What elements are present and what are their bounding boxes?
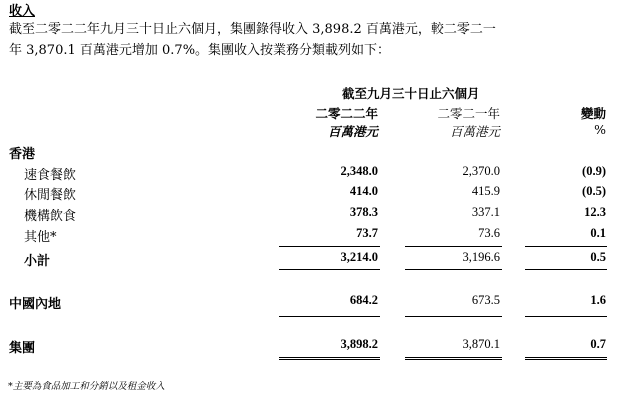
subtotal-top-rule-change — [525, 246, 607, 247]
group-bottom-rule-2021 — [405, 357, 502, 358]
value-2022-group: 3,898.2 — [340, 337, 378, 351]
group-top-rule-change — [525, 316, 607, 317]
value-2021-institutional: 337.1 — [471, 205, 500, 219]
change-others: 0.1 — [590, 226, 606, 240]
column-unit-change: % — [594, 122, 606, 137]
value-2021-subtotal: 3,196.6 — [462, 250, 500, 264]
row-label-quick-service: 速食餐飲 — [24, 168, 77, 183]
value-2021-casual-dining: 415.9 — [471, 184, 500, 198]
value-2022-others: 73.7 — [356, 226, 378, 240]
value-2022-mainland: 684.2 — [349, 293, 378, 307]
column-unit-2022: 百萬港元 — [327, 124, 378, 139]
period-header: 截至九月三十日止六個月 — [342, 86, 480, 101]
change-casual-dining: (0.5) — [582, 184, 606, 198]
row-label-casual-dining: 休閒餐飲 — [24, 188, 77, 203]
subtotal-bottom-rule-2022 — [279, 269, 380, 270]
column-unit-2021: 百萬港元 — [449, 124, 500, 139]
subtotal-top-rule-2022 — [279, 246, 380, 247]
change-institutional: 12.3 — [584, 205, 606, 219]
group-top-rule-2021 — [405, 316, 502, 317]
section-heading: 收入 — [9, 4, 36, 19]
value-2021-mainland: 673.5 — [471, 293, 500, 307]
column-header-2021: 二零二一年 — [437, 106, 500, 121]
row-label-subtotal: 小計 — [24, 254, 51, 269]
column-header-change: 變動 — [580, 106, 606, 121]
summary-paragraph-line-1: 截至二零二二年九月三十日止六個月，集團錄得收入 3,898.2 百萬港元，較二零二一 — [9, 22, 496, 37]
subtotal-bottom-rule-change — [525, 269, 607, 270]
value-2022-quick-service: 2,348.0 — [340, 164, 378, 178]
row-label-mainland: 中國內地 — [9, 297, 62, 312]
group-bottom-double-rule-change — [525, 359, 607, 360]
change-quick-service: (0.9) — [582, 164, 606, 178]
hong-kong-header: 香港 — [9, 147, 36, 162]
value-2022-institutional: 378.3 — [349, 205, 378, 219]
value-2021-others: 73.6 — [478, 226, 500, 240]
row-label-group: 集團 — [9, 341, 36, 356]
summary-paragraph-line-2: 年 3,870.1 百萬港元增加 0.7%。集團收入按業務分類載列如下： — [9, 43, 391, 58]
group-top-rule-2022 — [279, 316, 380, 317]
row-label-institutional: 機構飲食 — [24, 209, 77, 224]
group-bottom-double-rule-2021 — [405, 359, 502, 360]
group-bottom-double-rule-2022 — [279, 359, 380, 360]
subtotal-top-rule-2021 — [405, 246, 502, 247]
value-2021-quick-service: 2,370.0 — [462, 164, 500, 178]
value-2022-casual-dining: 414.0 — [349, 184, 378, 198]
change-group: 0.7 — [590, 337, 606, 351]
change-subtotal: 0.5 — [590, 250, 606, 264]
value-2022-subtotal: 3,214.0 — [340, 250, 378, 264]
value-2021-group: 3,870.1 — [462, 337, 500, 351]
footnote: *主要為食品加工和分銷以及租金收入 — [8, 381, 165, 392]
subtotal-bottom-rule-2021 — [405, 269, 502, 270]
change-mainland: 1.6 — [590, 293, 606, 307]
column-header-2022: 二零二二年 — [315, 106, 378, 121]
row-label-others: 其他* — [24, 230, 57, 245]
group-bottom-rule-2022 — [279, 357, 380, 358]
group-bottom-rule-change — [525, 357, 607, 358]
